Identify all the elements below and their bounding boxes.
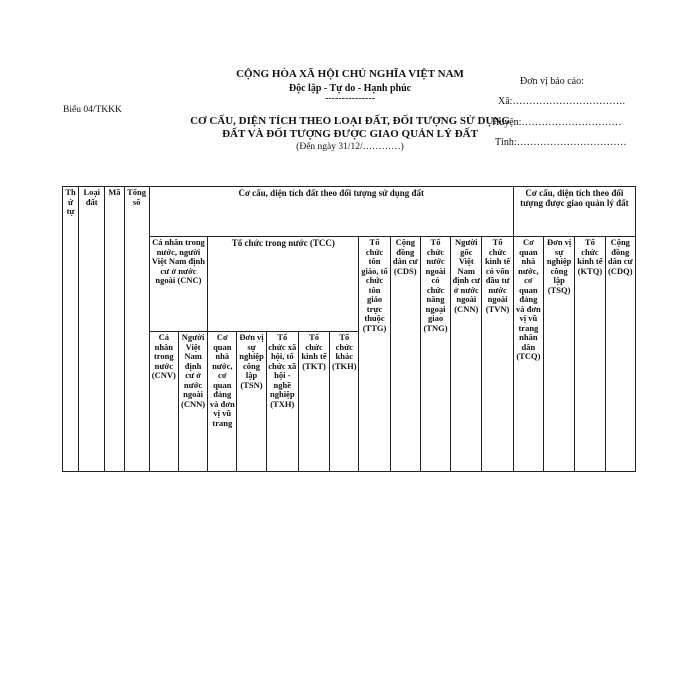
cnv-header: Cá nhân trong nước (CNV) <box>149 332 178 472</box>
land-managers-group-header: Cơ cấu, diện tích theo đối tượng được giao quản lý đất <box>513 187 635 237</box>
cds-header: Cộng đồng dân cư (CDS) <box>390 237 420 472</box>
district-field: Huyện:………………………… <box>492 117 622 128</box>
tkt-header: Tổ chức kinh tế (TKT) <box>298 332 329 472</box>
form-code: Biểu 04/TKKK <box>63 105 122 115</box>
tcq-header: Cơ quan nhà nước, cơ quan đảng và đơn vị vũ trang nhân dân (TCQ) <box>513 237 543 472</box>
tng-header: Tổ chức nước ngoài có chức năng ngoại giao (TNG) <box>420 237 450 472</box>
ttg-header: Tổ chức tôn giáo, tổ chức tôn giáo trực thuộc (TTG) <box>359 237 390 472</box>
cnc-header: Cá nhân trong nước, người Việt Nam định cư ở nước ngoài (CNC) <box>149 237 207 332</box>
ktq-header: Tổ chức kinh tế (KTQ) <box>575 237 605 472</box>
cdq-header: Cộng đồng dân cư (CDQ) <box>605 237 635 472</box>
province-field: Tỉnh:…………………………… <box>495 137 627 148</box>
tvn-header: Tổ chức kinh tế có vốn đầu tư nước ngoài (TVN) <box>482 237 513 472</box>
txh-header: Tổ chức xã hội, tổ chức xã hội - nghề nghiệp (TXH) <box>266 332 298 472</box>
report-date-subtitle: (Đến ngày 31/12/…………) <box>296 142 404 152</box>
cnn-header: Người Việt Nam định cư ở nước ngoài (CNN) <box>178 332 207 472</box>
tkh-header: Tổ chức khác (TKH) <box>330 332 359 472</box>
land-users-group-header: Cơ cấu, diện tích đất theo đối tượng sử dụng đất <box>149 187 513 237</box>
national-motto: Độc lập - Tự do - Hạnh phúc <box>288 83 412 94</box>
col-stt-header: Th ứ tự <box>63 187 79 472</box>
commune-field: Xã:……………………………. <box>498 96 625 107</box>
col-code-header: Mã <box>105 187 124 472</box>
reporting-unit-label: Đơn vị báo cáo: <box>520 76 584 87</box>
col-total-header: Tổng số <box>124 187 149 472</box>
national-title: CỘNG HÒA XÃ HỘI CHỦ NGHĨA VIỆT NAM <box>236 68 464 80</box>
report-title-line1: CƠ CẤU, DIỆN TÍCH THEO LOẠI ĐẤT, ĐỐI TƯỢNG SỬ DỤNG <box>190 115 510 127</box>
land-statistics-table <box>62 186 636 472</box>
tcn-header: Cơ quan nhà nước, cơ quan đảng và đơn vị vũ trang <box>208 332 237 472</box>
tsn-header: Đơn vị sự nghiệp công lập (TSN) <box>237 332 266 472</box>
tcc-header: Tổ chức trong nước (TCC) <box>208 237 359 332</box>
report-title-line2: ĐẤT VÀ ĐỐI TƯỢNG ĐƯỢC GIAO QUẢN LÝ ĐẤT <box>222 128 478 140</box>
col-land-type-header: Loại đất <box>79 187 105 472</box>
tsq-header: Đơn vị sự nghiệp công lập (TSQ) <box>544 237 575 472</box>
motto-divider: --------------- <box>325 93 375 104</box>
cnn-origin-header: Người gốc Việt Nam định cư ở nước ngoài (CNN) <box>451 237 482 472</box>
